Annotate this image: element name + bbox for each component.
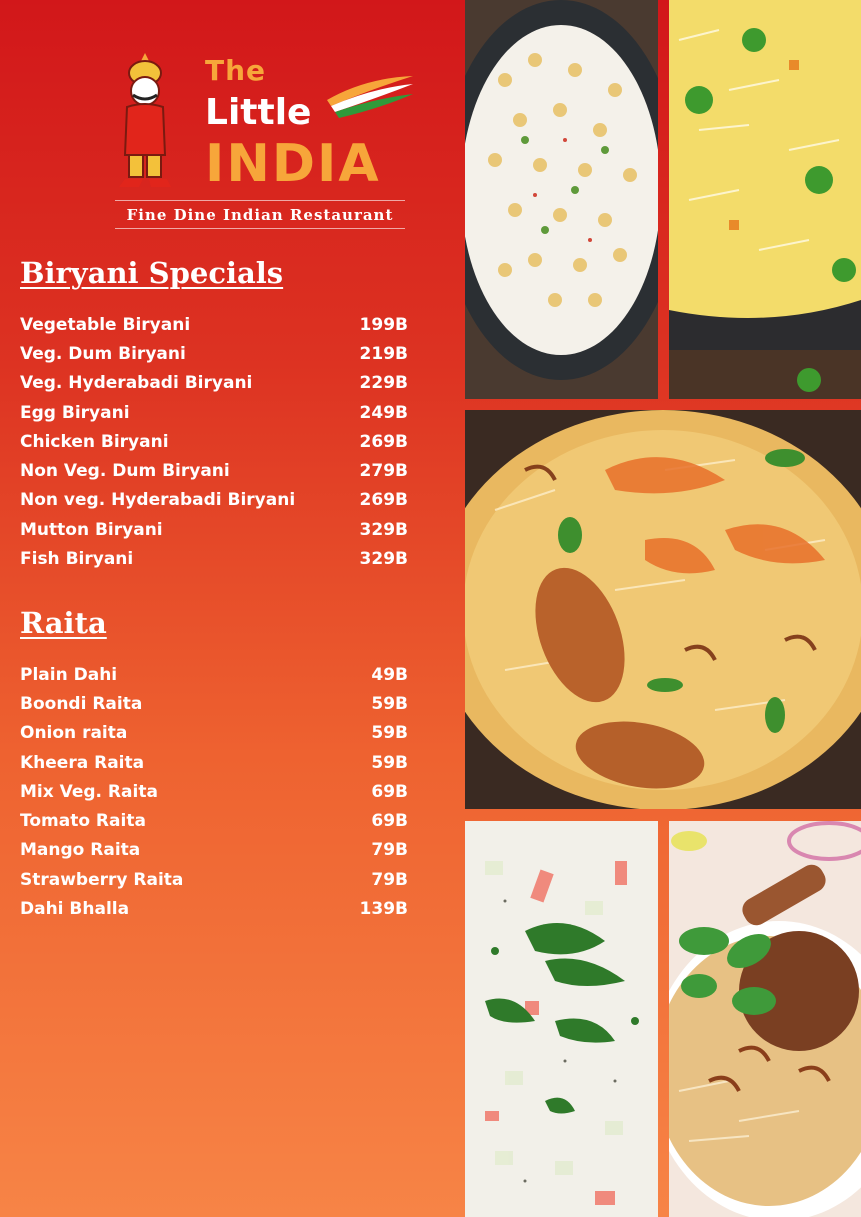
- menu-item: [20, 836, 408, 865]
- logo-word-india: INDIA: [205, 134, 381, 194]
- maharaja-mascot-icon: [105, 45, 185, 195]
- section-title-raita: Raita: [20, 606, 107, 640]
- item-name: Dahi Bhalla: [20, 899, 130, 920]
- item-name: Mango Raita: [20, 840, 141, 861]
- biryani-menu-list: [20, 310, 408, 574]
- menu-item: [20, 806, 408, 835]
- section-title-biryani: Biryani Specials: [20, 256, 284, 290]
- raita-menu-list: [20, 660, 408, 924]
- item-name: Vegetable Biryani: [20, 314, 191, 335]
- item-price: 59B: [371, 752, 408, 773]
- menu-item: [20, 748, 408, 777]
- mutton-biryani-photo: [669, 821, 861, 1217]
- item-price: 219B: [359, 343, 408, 364]
- menu-item: [20, 689, 408, 718]
- menu-item: [20, 310, 408, 339]
- item-name: Kheera Raita: [20, 752, 145, 773]
- item-price: 329B: [359, 519, 408, 540]
- boondi-raita-image-icon: [465, 0, 658, 399]
- menu-item: [20, 719, 408, 748]
- item-price: 69B: [371, 781, 408, 802]
- menu-item: [20, 777, 408, 806]
- logo-word-the: The: [205, 54, 267, 87]
- item-price: 269B: [359, 490, 408, 511]
- item-name: Chicken Biryani: [20, 431, 169, 452]
- item-price: 79B: [371, 840, 408, 861]
- item-price: 329B: [359, 549, 408, 570]
- menu-item: [20, 515, 408, 544]
- item-price: 269B: [359, 431, 408, 452]
- item-price: 249B: [359, 402, 408, 423]
- menu-item: [20, 544, 408, 573]
- item-name: Non veg. Hyderabadi Biryani: [20, 490, 296, 511]
- flag-swoosh-icon: [325, 70, 415, 120]
- menu-item: [20, 339, 408, 368]
- item-name: Boondi Raita: [20, 693, 143, 714]
- chicken-biryani-image-icon: [465, 410, 861, 809]
- item-price: 69B: [371, 811, 408, 832]
- item-name: Fish Biryani: [20, 549, 134, 570]
- item-name: Non Veg. Dum Biryani: [20, 461, 230, 482]
- menu-item: [20, 427, 408, 456]
- menu-item: [20, 865, 408, 894]
- item-price: 59B: [371, 723, 408, 744]
- veg-biryani-photo: [669, 0, 861, 399]
- veg-biryani-image-icon: [669, 0, 861, 399]
- item-name: Plain Dahi: [20, 664, 118, 685]
- item-name: Mutton Biryani: [20, 519, 163, 540]
- menu-item: [20, 398, 408, 427]
- item-price: 279B: [359, 461, 408, 482]
- item-name: Veg. Dum Biryani: [20, 343, 186, 364]
- menu-item: [20, 660, 408, 689]
- cucumber-raita-photo: [465, 821, 658, 1217]
- menu-item: [20, 894, 408, 923]
- mutton-biryani-image-icon: [669, 821, 861, 1217]
- item-price: 229B: [359, 373, 408, 394]
- item-name: Veg. Hyderabadi Biryani: [20, 373, 253, 394]
- item-name: Tomato Raita: [20, 811, 146, 832]
- restaurant-logo: [100, 40, 420, 240]
- item-name: Mix Veg. Raita: [20, 781, 158, 802]
- item-name: Egg Biryani: [20, 402, 130, 423]
- cucumber-raita-image-icon: [465, 821, 658, 1217]
- item-price: 139B: [359, 899, 408, 920]
- item-price: 199B: [359, 314, 408, 335]
- menu-item: [20, 456, 408, 485]
- menu-item: [20, 486, 408, 515]
- menu-item: [20, 369, 408, 398]
- item-price: 79B: [371, 869, 408, 890]
- item-name: Onion raita: [20, 723, 128, 744]
- item-price: 49B: [371, 664, 408, 685]
- item-price: 59B: [371, 693, 408, 714]
- chicken-biryani-photo: [465, 410, 861, 809]
- logo-tagline: Fine Dine Indian Restaurant: [115, 200, 405, 229]
- logo-word-little: Little: [205, 92, 312, 133]
- boondi-raita-photo: [465, 0, 658, 399]
- item-name: Strawberry Raita: [20, 869, 184, 890]
